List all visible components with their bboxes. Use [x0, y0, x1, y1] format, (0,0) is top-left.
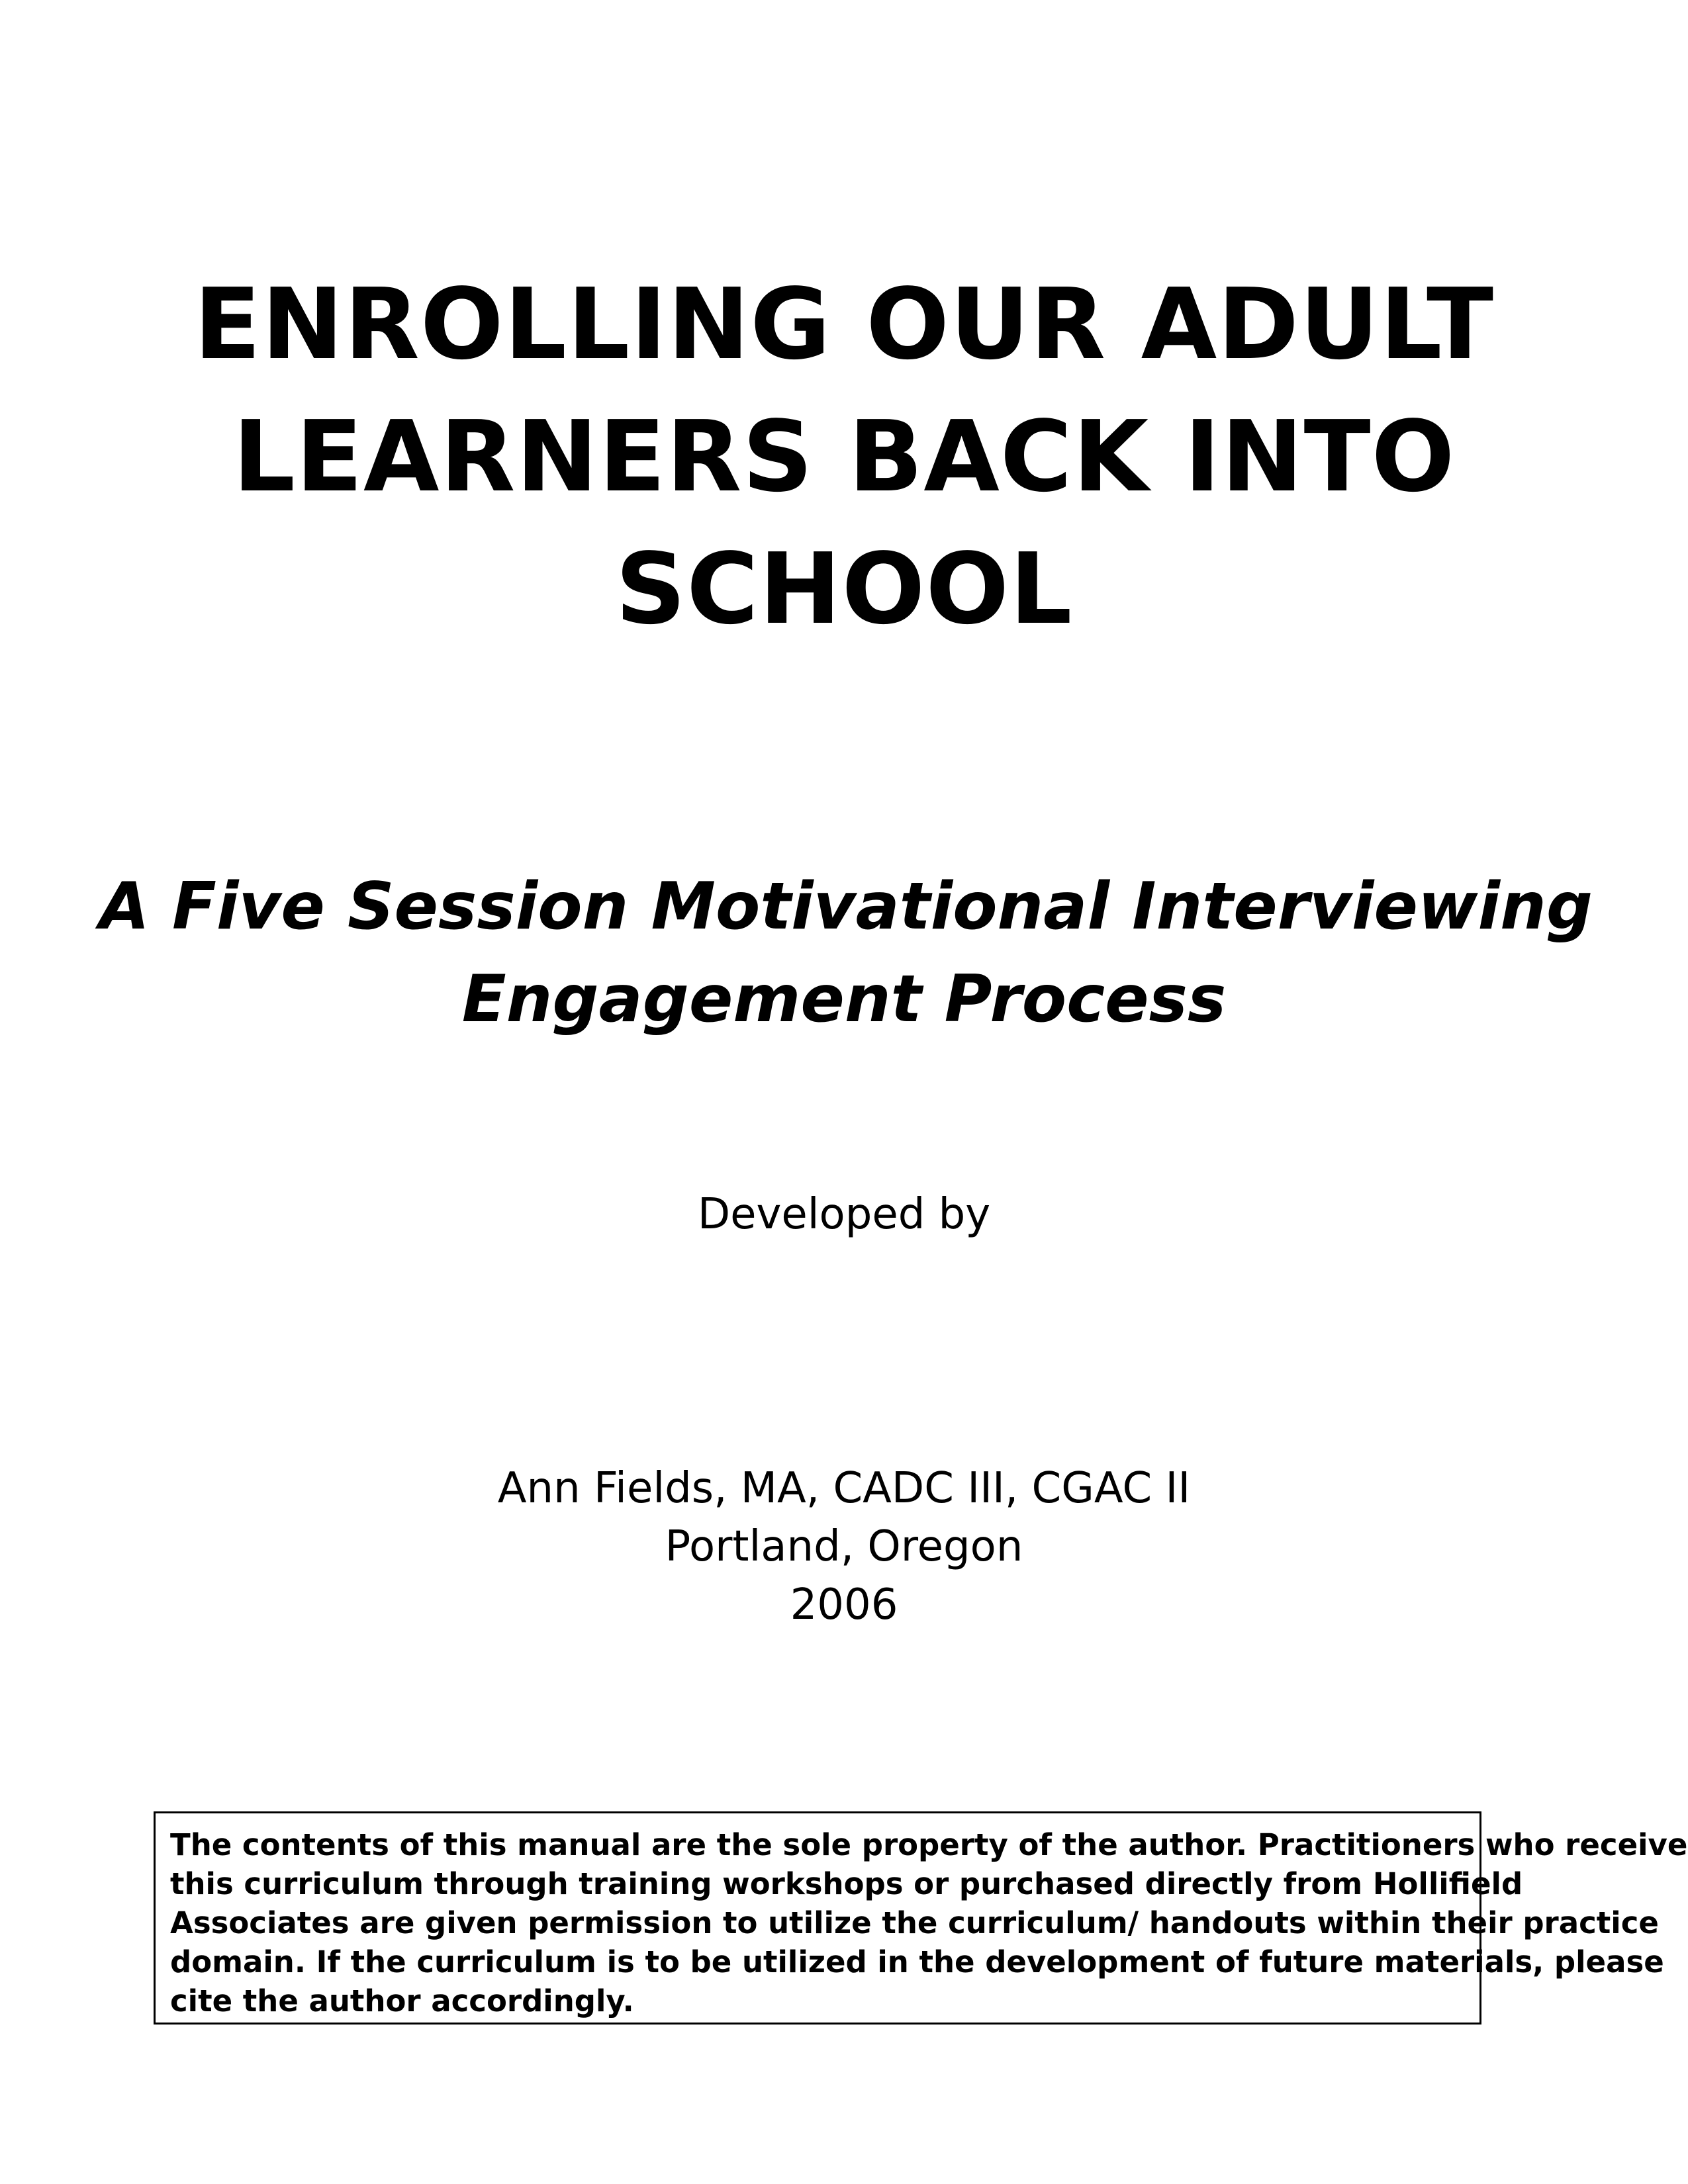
title-line-1: ENROLLING OUR ADULT — [193, 267, 1495, 381]
notice-line-1: The contents of this manual are the sole property of the author. Practitioners who receive — [170, 1827, 1688, 1862]
author-name: Ann Fields, MA, CADC III, CGAC II — [497, 1464, 1191, 1513]
notice-line-3: Associates are given permission to utilize the curriculum/ handouts within their practice — [170, 1905, 1659, 1940]
title-line-3: SCHOOL — [615, 532, 1073, 646]
author-info — [132, 1459, 1556, 1634]
notice-line-2: this curriculum through training workshops or purchased directly from Hollifield — [170, 1866, 1523, 1901]
notice-line-5: cite the author accordingly. — [170, 1983, 634, 2019]
notice-line-4: domain. If the curriculum is to be utilized in the development of future materials, please — [170, 1944, 1664, 1979]
subtitle-line-1: A Five Session Motivational Interviewing — [99, 869, 1593, 944]
document-title — [132, 258, 1556, 655]
subtitle-line-2: Engagement Process — [461, 962, 1227, 1037]
developed-by-label: Developed by — [697, 1190, 991, 1239]
document-subtitle — [99, 860, 1593, 1046]
title-line-2: LEARNERS BACK INTO — [232, 400, 1456, 514]
copyright-notice-box — [154, 1811, 1688, 2025]
publication-year: 2006 — [790, 1580, 898, 1629]
author-location: Portland, Oregon — [665, 1522, 1023, 1571]
